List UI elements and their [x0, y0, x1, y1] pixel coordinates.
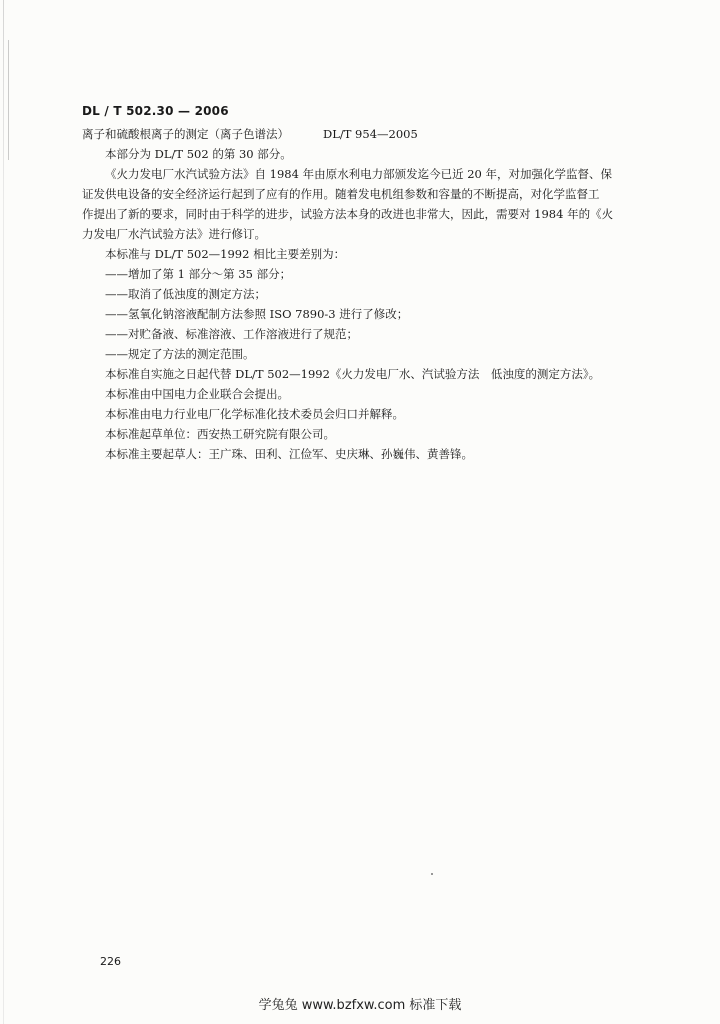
page-body [82, 124, 664, 464]
change-item: ——规定了方法的测定范围。 [105, 347, 255, 361]
proposed-by: 本标准由中国电力企业联合会提出。 [105, 387, 289, 401]
background-line-2: 证发供电设备的安全经济运行起到了应有的作用。随着发电机组参数和容量的不断提高，对化学监督工 [82, 187, 600, 201]
drafting-unit: 本标准起草单位：西安热工研究院有限公司。 [105, 427, 335, 441]
change-item: ——对贮备液、标准溶液、工作溶液进行了规范； [105, 327, 358, 341]
related-standard-code: DL/T 954—2005 [323, 127, 418, 141]
change-item: ——增加了第 1 部分～第 35 部分； [105, 267, 292, 281]
part-statement: 本部分为 DL/T 502 的第 30 部分。 [105, 147, 292, 161]
footer-watermark: 学兔兔 www.bzfxw.com 标准下载 [258, 998, 462, 1013]
changes-intro: 本标准与 DL/T 502—1992 相比主要差别为： [105, 247, 346, 261]
page-number: 226 [100, 955, 121, 968]
background-line-4: 力发电厂水汽试验方法》进行修订。 [82, 227, 266, 241]
scan-speck [431, 873, 433, 875]
replacement-statement: 本标准自实施之日起代替 DL/T 502—1992《火力发电厂水、汽试验方法 低浊度的测定方法》。 [105, 367, 601, 381]
related-standard-title: 离子和硫酸根离子的测定（离子色谱法） [82, 127, 289, 141]
drafters: 本标准主要起草人：王广珠、田利、江俭军、史庆琳、孙巍伟、黄善锋。 [105, 447, 473, 461]
related-standard-line [82, 124, 664, 144]
background-line-1: 《火力发电厂水汽试验方法》自 1984 年由原水利电力部颁发迄今已近 20 年，对加强化学监督、保 [105, 167, 613, 181]
scan-edge-line [3, 0, 4, 1024]
scan-edge-mark [8, 40, 9, 160]
interpreted-by: 本标准由电力行业电厂化学标准化技术委员会归口并解释。 [105, 407, 404, 421]
change-item: ——氢氧化钠溶液配制方法参照 ISO 7890-3 进行了修改； [105, 307, 409, 321]
background-line-3: 作提出了新的要求，同时由于科学的进步，试验方法本身的改进也非常大，因此，需要对 1984 年的《火 [82, 207, 614, 221]
document-code-header: DL / T 502.30 — 2006 [82, 104, 229, 118]
change-item: ——取消了低浊度的测定方法； [105, 287, 266, 301]
